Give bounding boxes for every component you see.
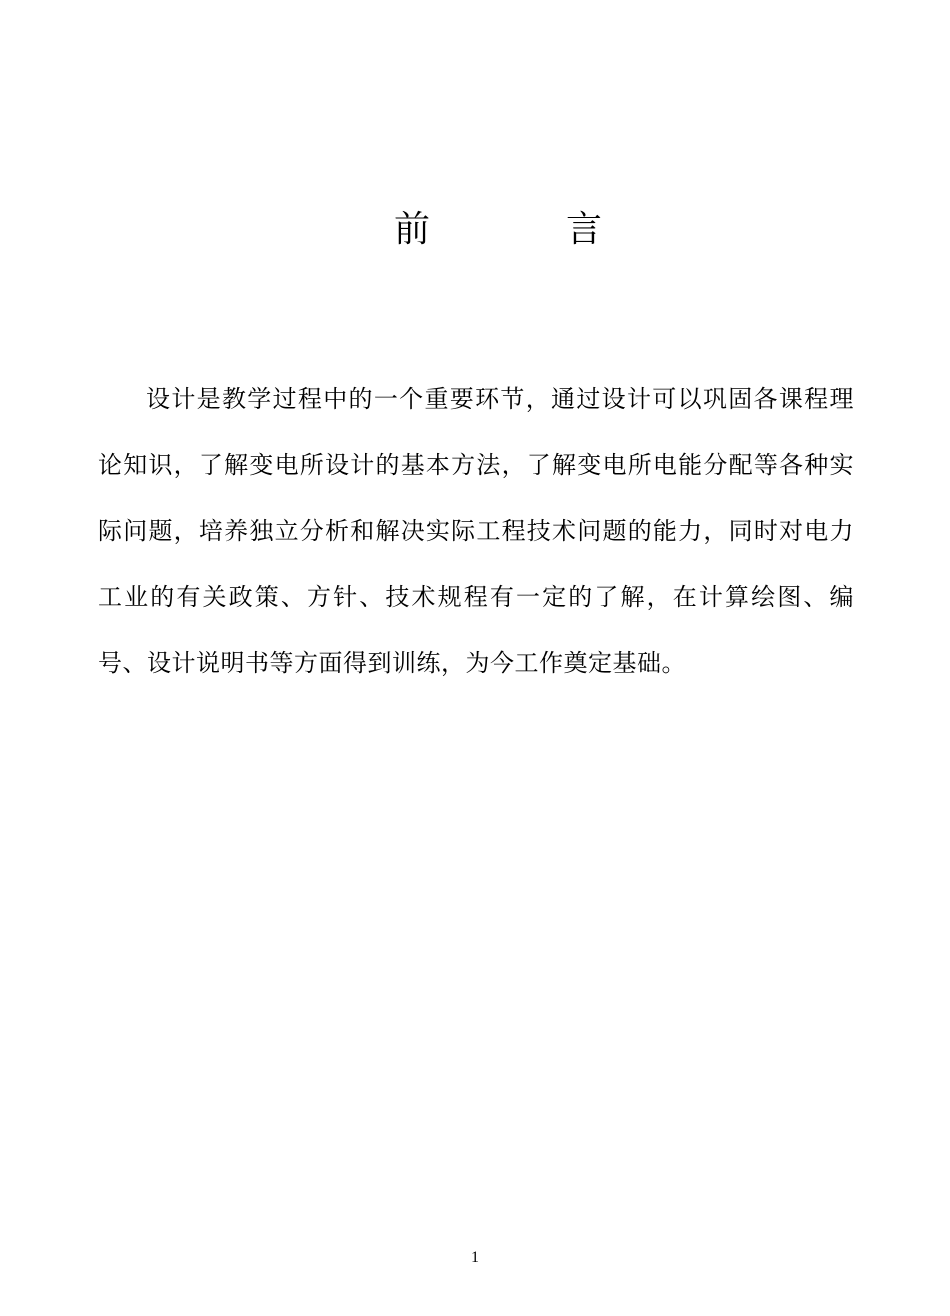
body-paragraph: 设计是教学过程中的一个重要环节，通过设计可以巩固各课程理论知识，了解变电所设计的基本方法，了解变电所电能分配等各种实际问题，培养独立分析和解决实际工程技术问题的能力，同时对电力工业的有关政策、方针、技术规程有一定的了解，在计算绘图、编号、设计说明书等方面得到训练，为今工作奠定基础。	[98, 385, 854, 677]
page-number: 1	[471, 1249, 479, 1266]
title-char-2: 言	[566, 209, 603, 250]
title-char-1: 前	[394, 209, 431, 250]
page-title	[0, 205, 950, 255]
